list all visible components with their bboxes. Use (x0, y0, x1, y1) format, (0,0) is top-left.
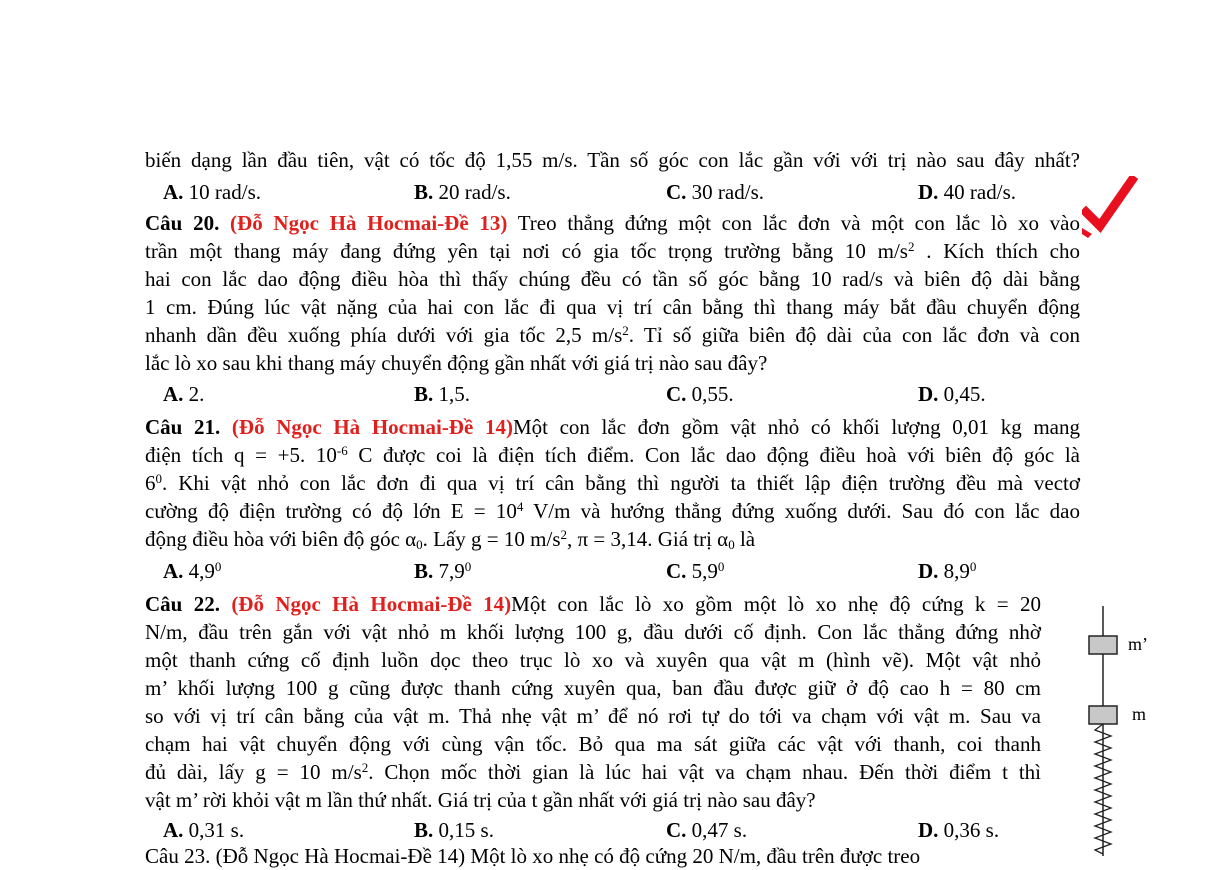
q20-line-5: nhanh dần đều xuống phía dưới với gia tốc 2,5 $m/s^2$. Tỉ số giữa biên độ dài của con lắc đơn và con (145, 323, 1081, 347)
q19-option-a: A. 10 rad/s. (163, 180, 261, 204)
label-m-prime: m’ (1128, 634, 1148, 654)
q21-line-4: cường độ điện trường có độ lớn $E = 10^4$ V/m và hướng thẳng đứng xuống dưới. Sau đó con lắc dao (145, 499, 1080, 523)
q20-line-1: Câu 20. (Đỗ Ngọc Hà Hocmai-Đề 13) Treo thẳng đứng một con lắc đơn và một con lắc lò xo vào (145, 211, 1080, 235)
q20-line-2: trần một thang máy đang đứng yên tại nơi có gia tốc trọng trường bằng 10 $m/s^2$ . Kích thích cho (145, 239, 1080, 263)
q21-option-d: D. $8,9^0$ (918, 559, 977, 583)
q22-option-a: A. 0,31 s. (163, 818, 245, 842)
q22-line-7: đủ dài, lấy g = 10 $m/s^2$. Chọn mốc thời gian là lúc hai vật va chạm nhau. Đến thời điểm t thì (145, 760, 1041, 784)
q21-line-5: động điều hòa với biên độ góc $\alpha_0$. Lấy g = 10 $m/s^2$, π = 3,14. Giá trị $\alpha_0$ là (145, 527, 756, 552)
q19-text-end: biến dạng lần đầu tiên, vật có tốc độ 1,55 m/s. Tần số góc con lắc gần với với trị nào sau đây nhất? (145, 148, 1080, 172)
q20-option-b: B. 1,5. (414, 382, 471, 406)
q21-line-2: điện tích q = +5. $10^{-6}$ C được coi là điện tích điểm. Con lắc dao động điều hoà với biên độ góc là (145, 443, 1080, 467)
q22-option-d: D. 0,36 s. (918, 818, 1000, 842)
q19-option-b: B. 20 rad/s. (414, 180, 511, 204)
q23-line-cutoff: Câu 23. (Đỗ Ngọc Hà Hocmai-Đề 14) Một lò xo nhẹ có độ cứng 20 N/m, đầu trên được treo (145, 844, 921, 868)
spring-rod-figure (1080, 600, 1170, 856)
q20-option-d: D. 0,45. (918, 382, 986, 406)
q21-option-b: B. $7,9^0$ (414, 559, 472, 583)
q20-line-6: lắc lò xo sau khi thang máy chuyển động gần nhất với giá trị nào sau đây? (145, 351, 768, 375)
q22-line-5: so với vị trí cân bằng của vật m. Thả nhẹ vật m’ để nó rơi tự do tới va chạm với vật m. Sau va (145, 704, 1041, 728)
q22-line-3: một thanh cứng cố định luồn dọc theo trục lò xo và xuyên qua vật m (hình vẽ). Một vật nhỏ (145, 648, 1041, 672)
q22-line-4: m’ khối lượng 100 g cũng được thanh cứng xuyên qua, ban đầu được giữ ở độ cao h = 80 cm (145, 676, 1041, 700)
q22-line-6: chạm hai vật chuyển động với cùng vận tốc. Bỏ qua ma sát giữa các vật với thanh, coi thanh (145, 732, 1041, 756)
q22-line-1: Câu 22. (Đỗ Ngọc Hà Hocmai-Đề 14)Một con lắc lò xo gồm một lò xo nhẹ độ cứng k = 20 (145, 592, 1041, 616)
q21-option-c: C. $5,9^0$ (666, 559, 725, 583)
block-m-prime (1089, 636, 1117, 654)
q22-line-8: vật m’ rời khỏi vật m lần thứ nhất. Giá trị của t gần nhất với giá trị nào sau đây? (145, 788, 816, 812)
q21-line-1: Câu 21. (Đỗ Ngọc Hà Hocmai-Đề 14)Một con lắc đơn gồm vật nhỏ có khối lượng 0,01 kg mang (145, 415, 1080, 439)
block-m (1089, 706, 1117, 724)
label-m: m (1132, 704, 1147, 724)
q22-line-2: N/m, đầu trên gắn với vật nhỏ m khối lượng 100 g, đầu dưới cố định. Con lắc thẳng đứng nhờ (145, 620, 1041, 644)
q20-option-c: C. 0,55. (666, 382, 734, 406)
q20-line-3: hai con lắc dao động điều hòa thì thấy chúng đều có tần số góc bằng 10 rad/s và biên độ dài bằng (145, 267, 1080, 291)
q20-line-4: 1 cm. Đúng lúc vật nặng của hai con lắc đi qua vị trí cân bằng thì thang máy bắt đầu chuyển động (145, 295, 1080, 319)
q19-option-c: C. 30 rad/s. (666, 180, 764, 204)
checkmark-icon (1082, 176, 1138, 238)
q21-option-a: A. $4,9^0$ (163, 559, 222, 583)
q19-option-d: D. 40 rad/s. (918, 180, 1016, 204)
q22-option-b: B. 0,15 s. (414, 818, 494, 842)
q20-option-a: A. 2. (163, 382, 205, 406)
q22-option-c: C. 0,47 s. (666, 818, 748, 842)
q21-line-3: $6^0$. Khi vật nhỏ con lắc đơn đi qua vị trí cân bằng thì người ta thiết lập điện trường đều mà vectơ (145, 471, 1080, 495)
